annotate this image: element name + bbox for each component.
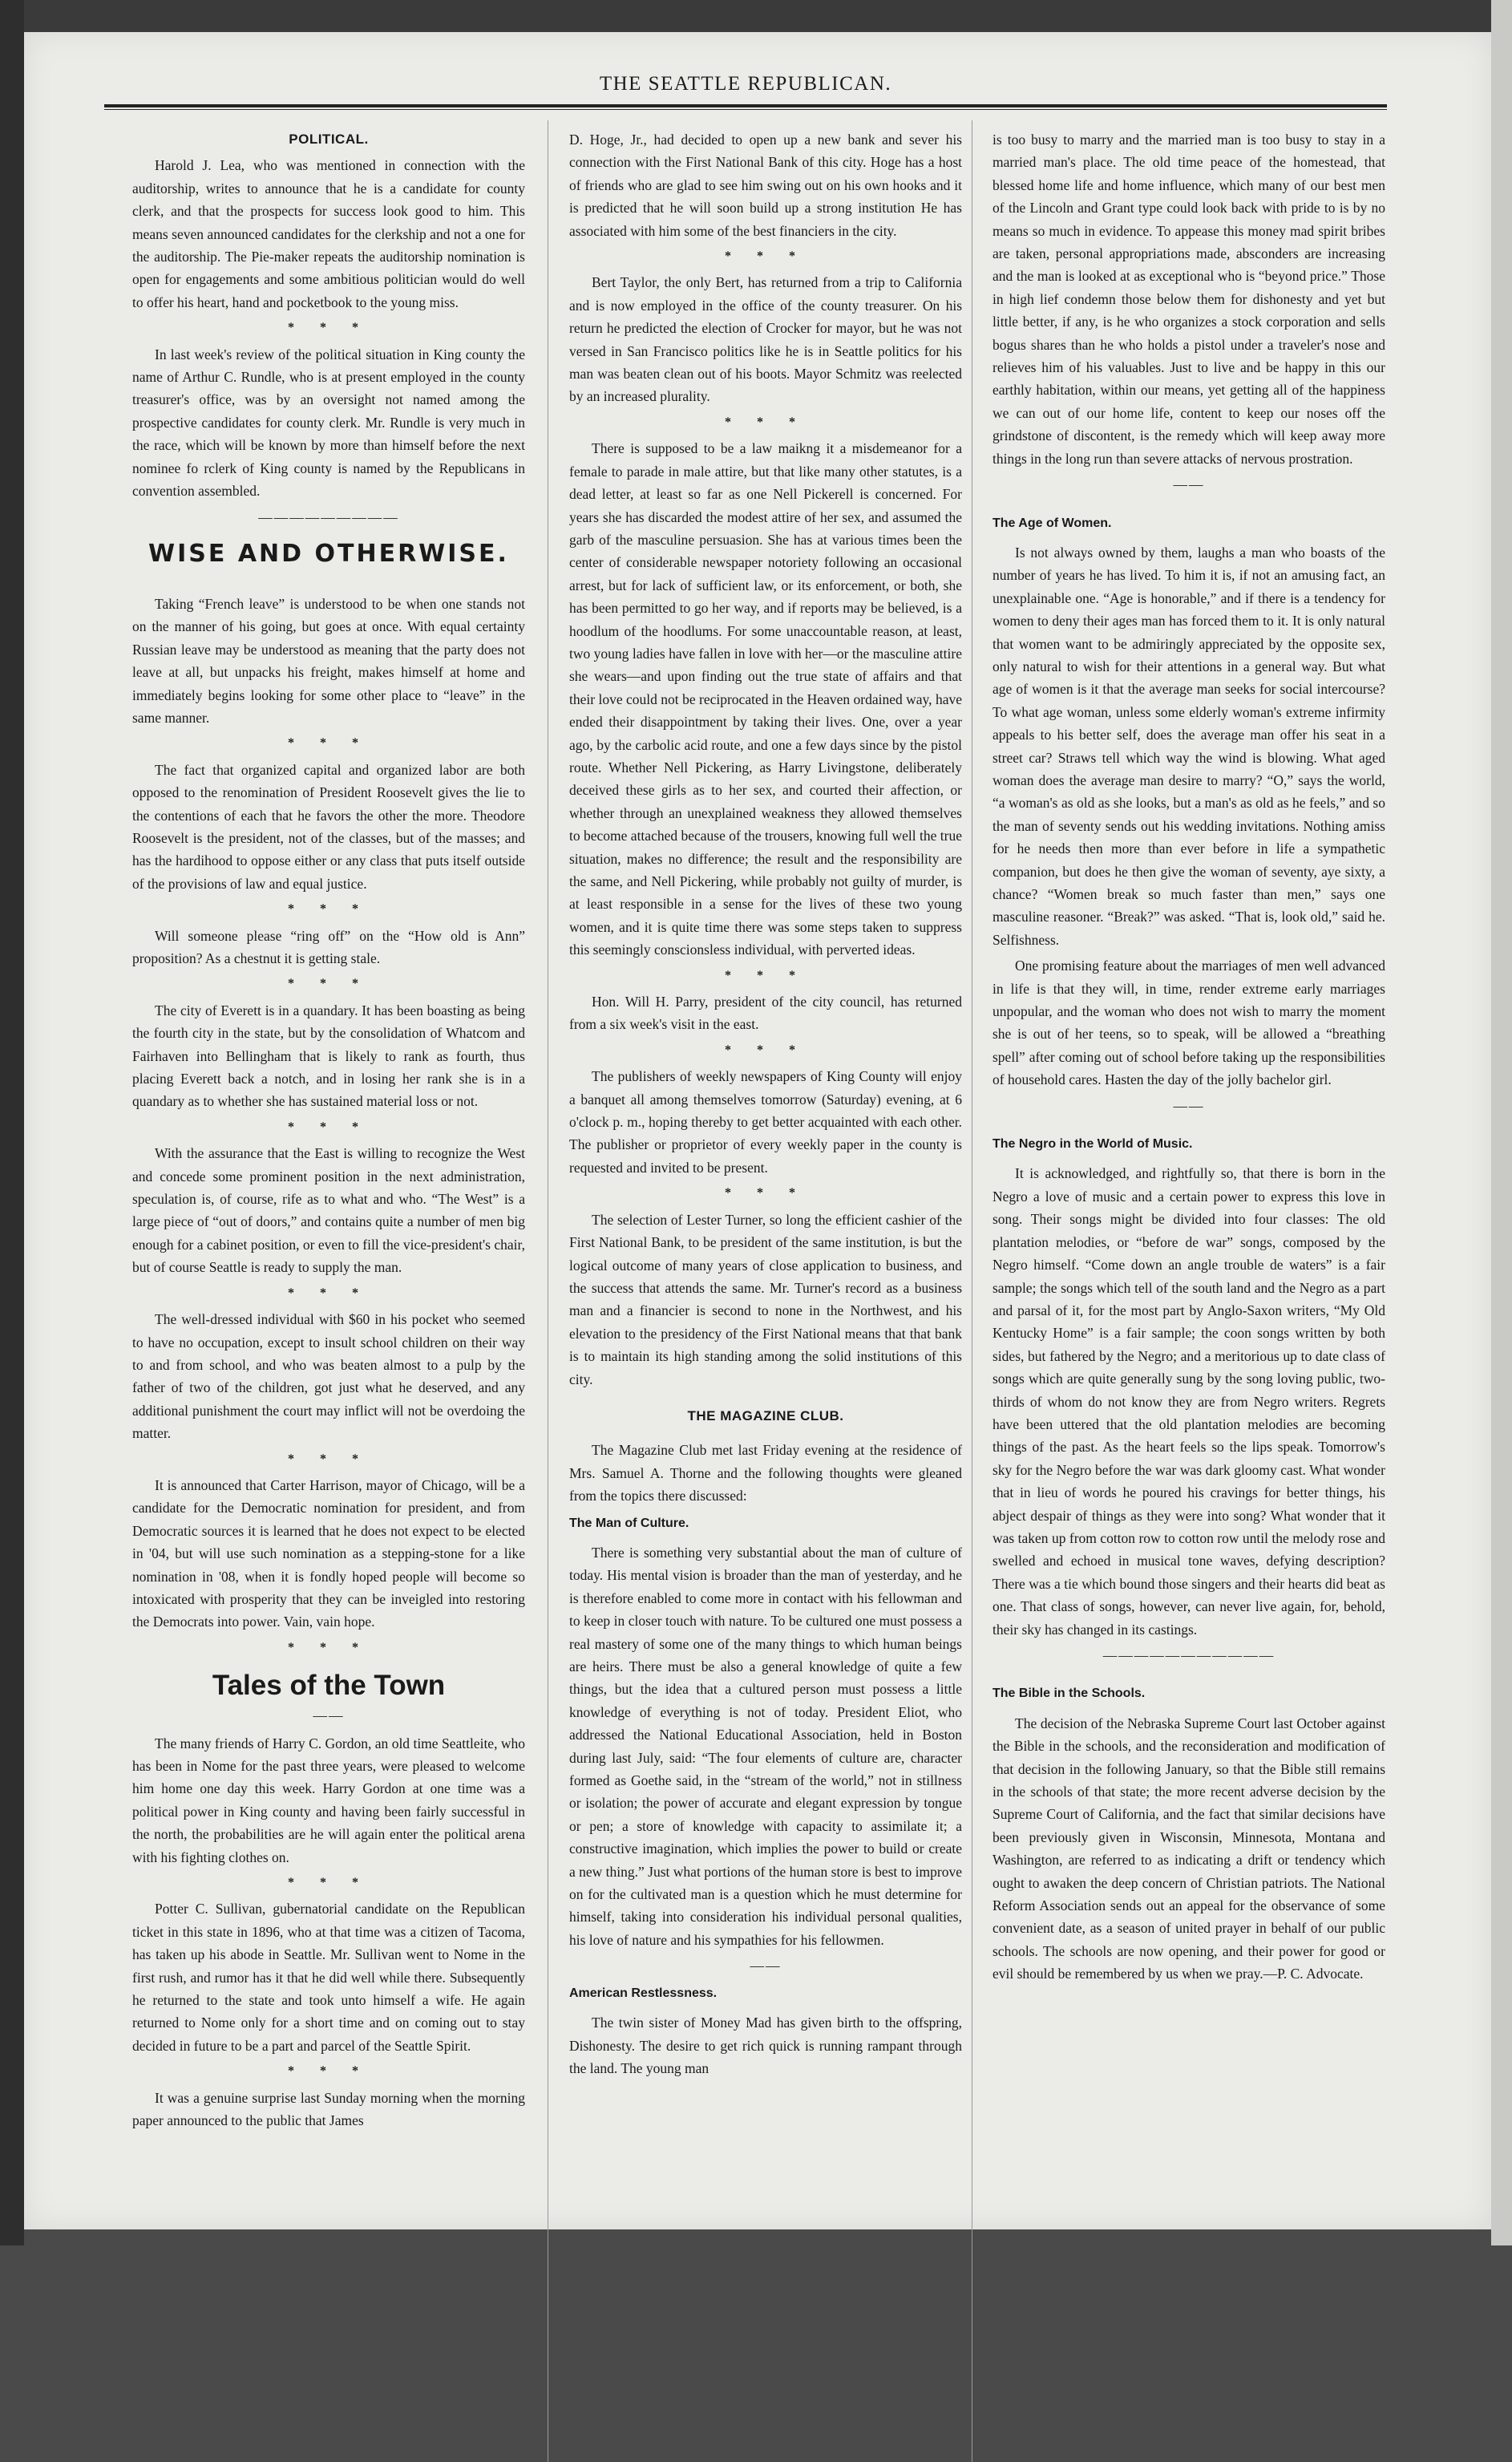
scan-border-top <box>0 0 1512 32</box>
star-separator: * * * <box>288 321 370 335</box>
age-of-women-subheading: The Age of Women. <box>993 516 1112 530</box>
article-paragraph: The many friends of Harry C. Gordon, an old time Seattleite, who has been in Nome for the past three years, were pleased to welcome him home one day this week. Harry Gordon at one time was a political power in King county and having been fairly successful in the north, the probabilities are he will again enter the political arena with his fighting clothes on. <box>132 1735 525 1865</box>
article-paragraph: The city of Everett is in a quandary. It has been boasting as being the fourth city in the state, but by the consolidation of Whatcom and Fairhaven into Bellingham that is likely to rank as fourth, thus placing Everett back a notch, and in losing her rank she is in a quandary as to whether she has sustained material loss or not. <box>132 1002 525 1110</box>
star-separator: * * * <box>288 1640 370 1654</box>
article-paragraph: It is acknowledged, and rightfully so, that there is born in the Negro a love of music and a certain power to express this love in song. Their songs might be divided into four classes: The old plantation melodies, or “before de war” songs, composed by the Negro himself. “Come down an angle trouble de waters” is a fair sample; the songs which tell of the south land and the Negro as a part and parsal of it, for the most part by Anglo-Saxon writers, “My Old Kentucky Home” is a fair sample; the coon songs written by both sides, but fathered by the Negro; and a meritorious up to date class of songs which are quite generally sung by the song loving public, two-thirds of whom do not know they are from Negro writers. Regrets have been uttered that the old plantation melodies are becoming things of the past. As the heart feels so the lips speak. Tomorrow's sky for the Negro before the war was dark gloomy cast. What wonder that in lieu of words he poured his cravings for better things, his abject despair of things as they were into song? What wonder that it was taken up from cotton row to cotton row until the melody rose and swelled and echoed in musical tone waves, defying description? There was a tie which bound those singers and their hearts did beat as one. That class of songs, however, can never live again, for, behold, their sky has changed in its castings. <box>993 1165 1385 1638</box>
article-paragraph: Potter C. Sullivan, gubernatorial candidate on the Republican ticket in this state in 1896, who at that time was a citizen of Tacoma, has taken up his abode in Seattle. Mr. Sullivan went to Nome in the first rush, and rumor has it that he did well while there. Subsequently he returned to the state and took unto himself a wife. He again returned to Nome only for a short time and on coming out to stay decided in future to be a part and parcel of the Seattle Spirit. <box>132 1901 525 2054</box>
article-paragraph: Hon. Will H. Parry, president of the city council, has returned from a six week's visit in the east. <box>569 994 962 1033</box>
article-paragraph: The Magazine Club met last Friday evening at the residence of Mrs. Samuel A. Thorne and the following thoughts were gleaned from the topics there discussed: <box>569 1442 962 1504</box>
star-separator: * * * <box>725 1043 807 1057</box>
article-paragraph: There is something very substantial about the man of culture of today. His mental vision is broader than the man of yesterday, and he is therefore enabled to come more in contact with his fellowman and to keep in closer touch with nature. To be cultured one must possess a real mastery of some one of the many things to which human beings are heirs. There must be also a general knowledge of quite a few things, but the idea that a cultured person must possess a little knowledge of everything is not of today. President Eliot, who addressed the National Educational Association, held in Boston during last July, said: “The four elements of culture are, character formed as Goethe said, in the “stream of the world,” not in stillness or isolation; the power of accurate and elegant expression by tongue or pen; a store of knowledge with capacity to assimilate it; a constructive imagination, which implies the power to build or create a new thing.” Just what portions of the human store is best to improve on for the cultivated man is a question which he must determine for himself, taking into consideration his individual personal qualities, his love of nature and his sympathies for his fellowmen. <box>569 1544 962 1948</box>
tales-of-the-town-heading: Tales of the Town <box>212 1670 446 1702</box>
article-paragraph: The twin sister of Money Mad has given birth to the offspring, Dishonesty. The desire to get rich quick is running rampant through the land. The young man <box>569 2015 962 2076</box>
article-paragraph: is too busy to marry and the married man is too busy to stay in a married man's place. The old time peace of the homestead, that blessed home life and home influence, which many of our best men of the Lincoln and Grant type could look back with pride to is by no means so much in evidence. To appease this money mad spirit bribes are taken, personal appropriations made, absconders are increasing and the man is looked at as exceptional who is “beyond price.” Those in high lief condemn those below them for dishonesty and yet but little better, if any, is he who organizes a stock corporation and sells bogus shares than he who holds a pistol under a traveler's nose and relieves him of his valuables. Just to live and be happy in this our earthly habitation, within our means, yet getting all of the happiness we can out of our home life, content to keep our noses off the grindstone of discontent, is the remedy which will keep away more things in the long run than severe attacks of nervous prostration. <box>993 132 1385 467</box>
article-paragraph: With the assurance that the East is willing to recognize the West and concede some prominent position in the next administration, speculation is, of course, rife as to what and who. “The West” is a large piece of “out of doors,” and contains quite a number of men big enough for a cabinet position, or even to fill the vice-president's chair, but of course Seattle is ready to supply the man. <box>132 1145 525 1276</box>
political-heading: POLITICAL. <box>289 132 369 147</box>
dash-separator: ——————————— <box>1102 1647 1275 1663</box>
star-separator: * * * <box>288 736 370 751</box>
article-paragraph: In last week's review of the political situation in King county the name of Arthur C. Rundle, who is at present employed in the county treasurer's office, was by an oversight not named among the prospective candidates for county clerk. Mr. Rundle is very much in the race, which will be known by more than himself before the next nominee fo rclerk of King county is named by the Republicans in convention assembled. <box>132 346 525 500</box>
column-3 <box>993 128 1385 1989</box>
article-paragraph: D. Hoge, Jr., had decided to open up a new bank and sever his connection with the First National Bank of this city. Hoge has a host of friends who are glad to see him swing out on his own hooks and it is predicted that he will soon build up a strong institution He has associated with him some of the best financiers in the city. <box>569 132 962 239</box>
scan-border-left <box>0 0 24 2245</box>
dash-separator: —— <box>1173 476 1205 493</box>
article-paragraph: Harold J. Lea, who was mentioned in connection with the auditorship, writes to announce that he is a candidate for county clerk, and that the prospects for success look good to him. This means seven announced candidates for the clerkship and not a one for the auditorship. The Pie-maker repeats the auditorship nomination is open for engagements and some ambitious politician would do well to offer his heart, hand and pocketbook to the young miss. <box>132 157 525 310</box>
dash-separator: —— <box>750 1958 782 1974</box>
column-2 <box>569 128 962 2083</box>
masthead-rule-thin <box>104 109 1387 110</box>
star-separator: * * * <box>288 902 370 917</box>
magazine-club-heading: THE MAGAZINE CLUB. <box>687 1407 844 1423</box>
article-paragraph: Will someone please “ring off” on the “How old is Ann” proposition? As a chestnut it is getting stale. <box>132 927 525 966</box>
dash-separator: —— <box>1173 1097 1205 1114</box>
scan-border-right <box>1491 0 1512 2245</box>
article-paragraph: The fact that organized capital and organized labor are both opposed to the renomination of President Roosevelt gives the lie to the contentions of each that he favors the other the more. Theodore Roosevelt is the president, not of the classes, but of the masses; and has the hardihood to oppose either or any class that puts itself outside of the provisions of law and equal justice. <box>132 761 525 892</box>
negro-in-music-subheading: The Negro in the World of Music. <box>993 1137 1193 1152</box>
article-paragraph: The selection of Lester Turner, so long the efficient cashier of the First National Bank, to be president of the same institution, is but the logical outcome of many years of close application to business, and the success that attends the same. Mr. Turner's record as a business man and a financier is second to none in the Northwest, and his elevation to the presidency of the First National means that that bank is to maintain its high standing among the solid institutions of this city. <box>569 1211 962 1387</box>
article-paragraph: Bert Taylor, the only Bert, has returned from a trip to California and is now employed in the office of the county treasurer. On his return he predicted the election of Crocker for mayor, but he was not versed in San Francisco politics like he is in Seattle politics for his man was beaten clean out of his boots. Mayor Schmitz was reelected by an increased plurality. <box>569 274 962 405</box>
bible-in-schools-subheading: The Bible in the Schools. <box>993 1687 1146 1701</box>
wise-and-otherwise-heading: WISE AND OTHERWISE. <box>148 539 509 568</box>
article-paragraph: It is announced that Carter Harrison, mayor of Chicago, will be a candidate for the Democratic nomination for president, and from Democratic sources it is learned that he does not expect to be elected in '04, but will use such nomination as a stepping-stone for a like nomination in '08, when it is fondly hoped people will become so intoxicated with prosperity that they can be inveigled into restoring the Democrats into power. Vain, vain hope. <box>132 1476 525 1630</box>
article-paragraph: Is not always owned by them, laughs a man who boasts of the number of years he has lived. To him it is, if not an amusing fact, an unexplainable one. “Age is honorable,” and if there is a tendency for women to deny their ages man has forced them to it. It is only natural that women want to be admiringly appreciated by the opposite sex, only natural to wish for their attentions in a general way. But what age of women is it that the average man seeks for social intercourse? To what age woman, unless some elderly woman's extreme infirmity appeals to his better self, does the average man offer his seat in a street car? Straws tell which way the wind is blowing. What aged woman does the average man desire to marry? “O,” says the world, “a woman's as old as she looks, but a man's as old as he feels,” and so the man of seventy sends out his wedding invitations. Nothing amiss for he needs then more than ever before in life a sympathetic companion, but does he then give the woman of seventy, aye sixty, a chance? “Women break so much faster than men,” says one masculine reasoner. “Break?” was asked. “That is, look old,” said he. Selfishness. <box>993 544 1385 948</box>
american-restlessness-subheading: American Restlessness. <box>569 1986 718 2000</box>
masthead-rule <box>104 104 1387 107</box>
star-separator: * * * <box>725 415 807 429</box>
article-paragraph: Taking “French leave” is understood to be when one stands not on the manner of his going, but goes at once. With equal certainty Russian leave may be understood as meaning that the party does not leave at all, but unpacks his freight, makes himself at home and immediately begins looking for some other place to “leave” in the same manner. <box>132 595 525 726</box>
star-separator: * * * <box>288 977 370 991</box>
article-paragraph: The decision of the Nebraska Supreme Court last October against the Bible in the schools, and the reconsideration and modification of that decision in the following January, so that the Bible still remains in the schools of that state; the more recent adverse decision by the Supreme Court of California, and the fact that similar decisions have been previously given in Wisconsin, Minnesota, Montana and Washington, are referred to as indicating a drift or tendency which ought to awaken the deep concern of Christian patriots. The National Reform Association sends out an appeal for the observance of some convenient date, as a season of united prayer in behalf of our public schools. The schools are now opening, and their power for good or evil should be remembered by us when we pray.—P. C. Advocate. <box>993 1715 1385 1982</box>
star-separator: * * * <box>288 1286 370 1300</box>
article-paragraph: The well-dressed individual with $60 in his pocket who seemed to have no occupation, except to insult school children on their way to and from school, and who was beaten almost to a pulp by the father of two of the children, got just what he deserved, and any additional punishment the court may inflict will not be overdoing the matter. <box>132 1311 525 1442</box>
masthead-title: THE SEATTLE REPUBLICAN. <box>599 73 892 95</box>
man-of-culture-subheading: The Man of Culture. <box>569 1516 689 1530</box>
article-paragraph: It was a genuine surprise last Sunday morning when the morning paper announced to the public that James <box>132 2089 525 2129</box>
star-separator: * * * <box>725 1186 807 1201</box>
star-separator: * * * <box>725 968 807 982</box>
star-separator: * * * <box>288 1876 370 1890</box>
article-paragraph: The publishers of weekly newspapers of King County will enjoy a banquet all among themselves tomorrow (Saturday) evening, at 6 o'clock p. m., hoping thereby to get better acquainted with each other. The publisher or proprietor of every weekly paper in the county is requested and invited to be present. <box>569 1068 962 1176</box>
article-paragraph: One promising feature about the marriages of men well advanced in life is that they will, in time, render extreme early marriages unpopular, and the woman who does not wish to marry the moment she is out of her teens, so to speak, will be allowed a “breathing spell” after coming out of school before taking up the responsibilities of household cares. Hasten the day of the jolly bachelor girl. <box>993 958 1385 1088</box>
dash-separator: —— <box>313 1707 345 1724</box>
star-separator: * * * <box>288 1120 370 1134</box>
article-paragraph: There is supposed to be a law maikng it a misdemeanor for a female to parade in male attire, but that like many other statutes, is a dead letter, at least so far as one Nell Pickerell is concerned. For years she has discarded the modest attire of her sex, and assumed the garb of the masculine persuasion. She has at various times been the center of considerable newspaper notoriety following an occasional arrest, but for lack of sufficient law, or its enforcement, or both, she has been permitted to go her way, and if reports may be believed, is a hoodlum of the hoodlums. For some unaccountable reason, at least, two young ladies have fallen in love with her—or the masculine attire she wears—and upon finding out the true state of affairs and that their love could not be reciprocated in the Heaven ordained way, have ended their disappointment by taking their lives. One, over a year ago, by the carbolic acid route, and one a few days since by the pistol route. Whether Nell Pickering, as Harry Livingstone, deliberately deceived these girls as to her sex, and courted their affection, or whether through an unexplained weakness they allowed themselves to become attached because of the trousers, knowing full well the true situation, makes no difference; the result and the responsibility are the same, and Nell Pickering, while probably not guilty of murder, is at least responsible in a sense for the lives of these two young women, and it is quite time there was some steps taken to suppress this seemingly conscionsless individual, with perverted ideas. <box>569 440 962 958</box>
star-separator: * * * <box>288 2064 370 2079</box>
star-separator: * * * <box>288 1452 370 1466</box>
column-1 <box>132 128 525 2136</box>
dash-separator: ————————— <box>258 508 399 525</box>
star-separator: * * * <box>725 249 807 264</box>
